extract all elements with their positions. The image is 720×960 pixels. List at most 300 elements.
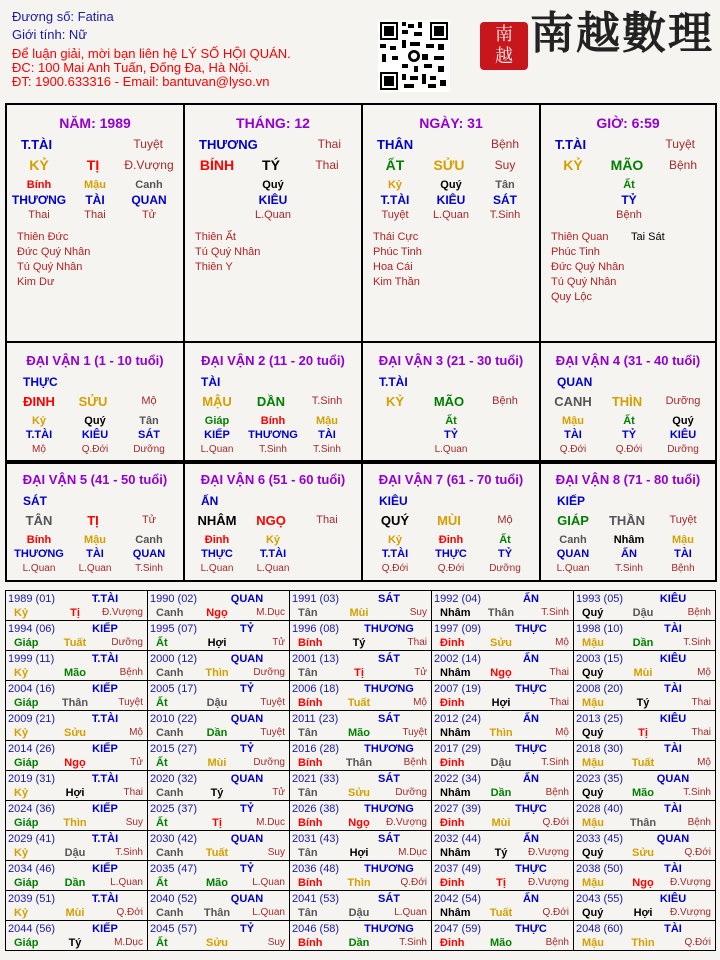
year-god: SÁT — [378, 893, 400, 905]
year-cell[interactable] — [289, 830, 432, 861]
year-cell[interactable] — [289, 590, 432, 621]
year-god: TỶ — [239, 743, 255, 755]
year-cell[interactable] — [147, 620, 290, 651]
dai-van-title: ĐẠI VẬN 6 (51 - 60 tuổi) — [200, 472, 346, 487]
star-item: Tú Quý Nhân — [17, 261, 83, 273]
hidden-stem: Ất — [499, 534, 511, 546]
year-label: 2013 (25) — [576, 713, 624, 725]
year-cell[interactable] — [5, 890, 148, 921]
year-god: KIÊU — [659, 653, 687, 665]
year-cell[interactable] — [289, 680, 432, 711]
year-stem: Tân — [298, 787, 318, 799]
year-god: TỶ — [239, 803, 255, 815]
hidden-stage: Dưỡng — [667, 444, 699, 455]
year-stem: Ất — [156, 697, 168, 709]
dai-van-5 — [5, 460, 185, 582]
year-stem: Kỷ — [14, 847, 29, 859]
year-cell[interactable] — [289, 620, 432, 651]
year-god: ẤN — [523, 653, 539, 665]
hidden-god: TÀI — [86, 548, 104, 560]
year-label: 2030 (42) — [150, 833, 198, 845]
year-label: 2024 (36) — [8, 803, 56, 815]
year-label: 2020 (32) — [150, 773, 198, 785]
year-cell[interactable] — [431, 860, 574, 891]
year-stage: M.Dục — [256, 607, 285, 618]
year-stage: Mộ — [697, 667, 711, 678]
year-label: 2027 (39) — [434, 803, 482, 815]
year-god: QUAN — [230, 653, 264, 665]
dai-van-stage: Bệnh — [492, 395, 518, 407]
pillar-god-stage: Thai — [317, 137, 341, 151]
year-branch: Thìn — [205, 667, 229, 679]
year-branch: Ngọ — [64, 757, 86, 769]
year-label: 2023 (35) — [576, 773, 624, 785]
year-cell[interactable] — [573, 680, 716, 711]
year-stage: L.Quan — [252, 907, 285, 918]
year-stage: Suy — [267, 847, 285, 858]
pillar-2 — [183, 103, 363, 343]
year-cell[interactable] — [289, 650, 432, 681]
year-stem: Bính — [298, 877, 323, 889]
hidden-stage: L.Quan — [200, 444, 234, 455]
year-label: 2021 (33) — [292, 773, 340, 785]
year-branch: Sửu — [631, 847, 655, 859]
year-stage: Dưỡng — [111, 637, 143, 648]
year-god: ẤN — [523, 713, 539, 725]
year-cell[interactable] — [573, 740, 716, 771]
year-god: THƯƠNG — [364, 923, 414, 935]
year-stem: Đinh — [440, 637, 465, 649]
year-god: ẤN — [523, 593, 539, 605]
year-cell[interactable] — [431, 650, 574, 681]
contact: ĐT: 1900.633316 - Email: bantuvan@lyso.vn — [12, 74, 270, 89]
year-stage: Bệnh — [545, 787, 569, 798]
year-stage: Suy — [409, 607, 427, 618]
year-god: TỶ — [239, 683, 255, 695]
hidden-stage: L.Quan — [254, 209, 292, 221]
year-cell[interactable] — [289, 860, 432, 891]
hidden-stage: T.Sinh — [135, 563, 163, 574]
hidden-god: TÀI — [85, 193, 105, 207]
year-stem: Giáp — [14, 757, 39, 769]
year-stage: Mộ — [129, 727, 143, 738]
year-label: 2008 (20) — [576, 683, 624, 695]
year-god: KIẾP — [92, 923, 118, 935]
year-label: 2028 (40) — [576, 803, 624, 815]
star-item: Đức Quý Nhân — [551, 261, 625, 273]
year-stage: Mộ — [413, 697, 427, 708]
year-cell[interactable] — [573, 650, 716, 681]
year-stage: Tuyệt — [118, 697, 143, 708]
year-cell[interactable] — [431, 920, 574, 951]
year-branch: Mùi — [491, 817, 511, 829]
year-label: 2044 (56) — [8, 923, 56, 935]
year-stage: Tuyệt — [402, 727, 427, 738]
year-cell[interactable] — [5, 620, 148, 651]
year-branch: Tuất — [489, 907, 513, 919]
year-branch: Thân — [203, 907, 231, 919]
year-cell[interactable] — [5, 860, 148, 891]
year-god: KIÊU — [659, 713, 687, 725]
year-cell[interactable] — [5, 740, 148, 771]
year-stem: Nhâm — [440, 847, 471, 859]
year-stage: Tuyệt — [260, 727, 285, 738]
hidden-stem: Quý — [672, 415, 694, 427]
year-cell[interactable] — [5, 830, 148, 861]
year-cell[interactable] — [431, 830, 574, 861]
pillar-stage: Thai — [315, 158, 339, 172]
year-stage: Q.Đới — [116, 907, 143, 918]
pillar-4 — [539, 103, 717, 343]
year-cell[interactable] — [5, 710, 148, 741]
year-cell[interactable] — [289, 800, 432, 831]
year-branch: Tý — [210, 787, 224, 799]
year-label: 2006 (18) — [292, 683, 340, 695]
hidden-god: THƯƠNG — [248, 429, 298, 441]
year-cell[interactable] — [147, 890, 290, 921]
hidden-god: QUAN — [131, 193, 167, 207]
hidden-stage: T.Sinh — [615, 563, 643, 574]
year-cell[interactable] — [147, 800, 290, 831]
star-item: Tai Sát — [631, 231, 665, 243]
year-cell[interactable] — [147, 920, 290, 951]
pillar-title: NĂM: 1989 — [59, 115, 131, 131]
year-stem: Nhâm — [440, 907, 471, 919]
year-god: KIẾP — [92, 863, 118, 875]
year-branch: Tuất — [347, 697, 371, 709]
year-stem: Mậu — [582, 817, 604, 829]
star-item: Thiên Quan — [551, 231, 609, 243]
year-god: T.TÀI — [91, 893, 119, 905]
year-label: 2040 (52) — [150, 893, 198, 905]
year-cell[interactable] — [573, 890, 716, 921]
pillar-god: T.TÀI — [21, 137, 53, 152]
pillar-stage: Đ.Vượng — [124, 158, 174, 172]
dai-van-branch: SỬU — [78, 394, 108, 409]
year-cell[interactable] — [5, 680, 148, 711]
hidden-god: TÀI — [674, 548, 692, 560]
year-god: TÀI — [664, 803, 682, 815]
year-stage: T.Sinh — [399, 937, 427, 948]
dai-van-title: ĐẠI VẬN 1 (1 - 10 tuổi) — [26, 353, 164, 368]
hidden-god: TỶ — [443, 429, 459, 441]
year-god: SÁT — [378, 833, 400, 845]
year-stage: T.Sinh — [115, 847, 143, 858]
year-branch: Sửu — [205, 937, 229, 949]
year-cell[interactable] — [5, 590, 148, 621]
year-branch: Tý — [352, 637, 366, 649]
year-stem: Đinh — [440, 697, 465, 709]
year-stage: Bệnh — [687, 817, 711, 828]
hidden-stem: Mậu — [316, 415, 338, 427]
hidden-stem: Canh — [135, 534, 163, 546]
year-cell[interactable] — [5, 650, 148, 681]
year-cell[interactable] — [147, 770, 290, 801]
year-stem: Kỷ — [14, 787, 29, 799]
year-god: QUAN — [230, 713, 264, 725]
year-stem: Kỷ — [14, 607, 29, 619]
year-stage: Mộ — [697, 757, 711, 768]
year-stem: Mậu — [582, 937, 604, 949]
year-god: QUAN — [230, 833, 264, 845]
year-branch: Mão — [490, 937, 512, 949]
dai-van-stage: Thai — [316, 514, 338, 526]
hidden-stem: Mậu — [672, 534, 694, 546]
year-cell[interactable] — [147, 830, 290, 861]
year-stage: T.Sinh — [683, 787, 711, 798]
star-item: Hoa Cái — [373, 261, 413, 273]
year-stage: Thai — [691, 727, 711, 738]
hidden-stage: Bệnh — [671, 563, 695, 574]
hidden-god: THƯƠNG — [11, 193, 67, 207]
year-god: QUAN — [230, 893, 264, 905]
year-god: ẤN — [523, 773, 539, 785]
qr-code-icon[interactable] — [378, 20, 450, 92]
logo: 南越數理 — [530, 8, 714, 59]
year-cell[interactable] — [573, 770, 716, 801]
year-cell[interactable] — [573, 860, 716, 891]
year-stage: Q.Đới — [542, 817, 569, 828]
year-stem: Bính — [298, 937, 323, 949]
pillar-stem: KỶ — [563, 157, 583, 173]
dai-van-god: ẤN — [201, 494, 219, 508]
year-cell[interactable] — [573, 590, 716, 621]
year-god: THỰC — [515, 863, 547, 875]
year-stem: Kỷ — [14, 907, 29, 919]
year-god: THỰC — [515, 623, 547, 635]
dai-van-stem: GIÁP — [557, 513, 589, 528]
hidden-god: TÀI — [318, 429, 336, 441]
year-cell[interactable] — [573, 620, 716, 651]
hidden-stage: Q.Đới — [559, 444, 587, 455]
year-label: 2001 (13) — [292, 653, 340, 665]
year-cell[interactable] — [573, 830, 716, 861]
year-cell[interactable] — [289, 740, 432, 771]
hidden-stem: Tân — [495, 179, 515, 191]
year-label: 1989 (01) — [8, 593, 56, 605]
dai-van-stage: Mộ — [141, 395, 157, 407]
year-cell[interactable] — [431, 620, 574, 651]
hidden-god: TÀI — [564, 429, 582, 441]
year-stage: Bệnh — [687, 607, 711, 618]
pillar-stem: ẤT — [385, 157, 405, 173]
dai-van-stem: NHÂM — [197, 513, 237, 528]
year-cell[interactable] — [573, 800, 716, 831]
hidden-god: SÁT — [493, 193, 517, 207]
year-stage: L.Quan — [252, 877, 285, 888]
year-cell[interactable] — [5, 920, 148, 951]
year-cell[interactable] — [289, 770, 432, 801]
pillar-god: THÂN — [377, 137, 414, 152]
year-branch: Hợi — [207, 637, 227, 649]
year-stem: Ất — [156, 877, 168, 889]
year-label: 2034 (46) — [8, 863, 56, 875]
year-cell[interactable] — [573, 710, 716, 741]
year-branch: Mùi — [633, 667, 653, 679]
year-stage: L.Quan — [394, 907, 427, 918]
hidden-stage: Q.Đới — [615, 444, 643, 455]
year-label: 2035 (47) — [150, 863, 198, 875]
year-branch: Dần — [348, 937, 370, 949]
year-stem: Ất — [156, 637, 168, 649]
year-label: 1990 (02) — [150, 593, 198, 605]
pillar-1 — [5, 103, 185, 343]
hidden-stem: Tân — [139, 415, 159, 427]
year-cell[interactable] — [573, 920, 716, 951]
dai-van-branch: MÙI — [437, 513, 461, 528]
hidden-stem: Canh — [559, 534, 587, 546]
year-god: QUAN — [230, 773, 264, 785]
star-item: Kim Dư — [17, 276, 55, 288]
year-stage: Đ.Vượng — [669, 907, 711, 918]
year-label: 2007 (19) — [434, 683, 482, 695]
year-god: TỶ — [239, 923, 255, 935]
year-label: 2029 (41) — [8, 833, 56, 845]
dai-van-branch: MÃO — [433, 394, 465, 409]
year-stage: M.Dục — [256, 817, 285, 828]
dai-van-branch: DẦN — [256, 394, 286, 409]
hidden-stem: Bính — [260, 415, 286, 427]
year-stem: Tân — [298, 607, 318, 619]
year-stem: Ất — [156, 757, 168, 769]
year-stage: L.Quan — [110, 877, 143, 888]
year-cell[interactable] — [147, 740, 290, 771]
year-cell[interactable] — [431, 590, 574, 621]
year-stage: M.Dục — [398, 847, 427, 858]
star-item: Thiên Y — [195, 261, 233, 273]
pillar-branch: TỊ — [86, 157, 100, 173]
year-stem: Đinh — [440, 817, 465, 829]
year-branch: Ngọ — [632, 877, 654, 889]
year-branch: Thân — [487, 607, 515, 619]
hidden-stage: L.Quan — [256, 563, 290, 574]
dai-van-god: THỰC — [23, 375, 58, 389]
dai-van-4 — [539, 341, 717, 464]
year-branch: Tuất — [205, 847, 229, 859]
year-stem: Mậu — [582, 637, 604, 649]
year-stem: Kỷ — [14, 727, 29, 739]
hidden-stem: Nhâm — [613, 534, 645, 546]
year-cell[interactable] — [147, 650, 290, 681]
year-stem: Tân — [298, 727, 318, 739]
year-cell[interactable] — [431, 740, 574, 771]
year-label: 2032 (44) — [434, 833, 482, 845]
pillar-3 — [361, 103, 541, 343]
hidden-stem: Quý — [262, 179, 284, 191]
dai-van-title: ĐẠI VẬN 4 (31 - 40 tuổi) — [555, 353, 701, 368]
year-god: ẤN — [523, 893, 539, 905]
year-stage: Bệnh — [119, 667, 143, 678]
dai-van-stage: Tử — [141, 514, 157, 526]
year-cell[interactable] — [147, 680, 290, 711]
year-label: 2039 (51) — [8, 893, 56, 905]
year-god: KIẾP — [92, 683, 118, 695]
hidden-god: T.TÀI — [25, 429, 53, 441]
year-label: 2033 (45) — [576, 833, 624, 845]
dai-van-2 — [183, 341, 363, 464]
year-stem: Ất — [156, 817, 168, 829]
year-god: T.TÀI — [91, 593, 119, 605]
seal-stamp: 南 越 — [480, 22, 528, 70]
hidden-stage: Dưỡng — [489, 563, 521, 574]
year-branch: Tuất — [631, 757, 655, 769]
year-god: TÀI — [664, 743, 682, 755]
year-stem: Nhâm — [440, 607, 471, 619]
year-god: KIẾP — [92, 803, 118, 815]
year-cell[interactable] — [5, 770, 148, 801]
star-item: Quy Lộc — [551, 291, 592, 303]
year-label: 2014 (26) — [8, 743, 56, 755]
pillar-god: THƯƠNG — [199, 137, 258, 152]
year-cell[interactable] — [5, 800, 148, 831]
year-cell[interactable] — [147, 710, 290, 741]
year-stem: Mậu — [582, 757, 604, 769]
hidden-stage: T.Sinh — [489, 209, 521, 221]
year-branch: Dần — [490, 787, 512, 799]
hidden-stage: Mộ — [32, 444, 46, 455]
year-branch: Dậu — [348, 907, 370, 919]
year-stage: Mộ — [555, 637, 569, 648]
hidden-stem: Ất — [445, 415, 457, 427]
year-cell[interactable] — [289, 890, 432, 921]
year-god: KIẾP — [92, 623, 118, 635]
year-branch: Thân — [345, 757, 373, 769]
year-stem: Nhâm — [440, 787, 471, 799]
hidden-stage: T.Sinh — [313, 444, 341, 455]
year-label: 1994 (06) — [8, 623, 56, 635]
year-label: 2019 (31) — [8, 773, 56, 785]
hidden-stage: L.Quan — [432, 209, 470, 221]
dai-van-stem: MẬU — [202, 394, 232, 409]
pillar-title: THÁNG: 12 — [236, 115, 310, 131]
year-label: 2037 (49) — [434, 863, 482, 875]
year-cell[interactable] — [431, 890, 574, 921]
year-god: T.TÀI — [91, 773, 119, 785]
year-stem: Canh — [156, 787, 184, 799]
year-stage: Thai — [549, 697, 569, 708]
year-stem: Quý — [582, 847, 604, 859]
year-branch: Thân — [629, 817, 657, 829]
year-cell[interactable] — [431, 710, 574, 741]
year-label: 1997 (09) — [434, 623, 482, 635]
year-stage: Q.Đới — [400, 877, 427, 888]
hidden-god: TỶ — [621, 193, 637, 207]
year-label: 2045 (57) — [150, 923, 198, 935]
hidden-stem: Quý — [440, 179, 462, 191]
year-cell[interactable] — [431, 770, 574, 801]
year-cell[interactable] — [431, 800, 574, 831]
year-stem: Mậu — [582, 877, 604, 889]
year-cell[interactable] — [289, 920, 432, 951]
star-item: Kim Thần — [373, 276, 420, 288]
hidden-god: KIÊU — [669, 429, 697, 441]
hidden-stem: Quý — [84, 415, 106, 427]
year-label: 2005 (17) — [150, 683, 198, 695]
year-stage: T.Sinh — [541, 757, 569, 768]
year-god: SÁT — [378, 653, 400, 665]
year-cell[interactable] — [289, 710, 432, 741]
year-cell[interactable] — [147, 860, 290, 891]
year-stage: Đ.Vượng — [101, 607, 143, 618]
year-cell[interactable] — [431, 680, 574, 711]
year-stem: Nhâm — [440, 727, 471, 739]
hidden-stem: Mậu — [562, 415, 584, 427]
pillar-title: GIỜ: 6:59 — [596, 115, 660, 131]
dai-van-branch: TỊ — [87, 513, 99, 528]
hidden-god: T.TÀI — [381, 548, 409, 560]
year-god: T.TÀI — [91, 653, 119, 665]
year-cell[interactable] — [147, 590, 290, 621]
